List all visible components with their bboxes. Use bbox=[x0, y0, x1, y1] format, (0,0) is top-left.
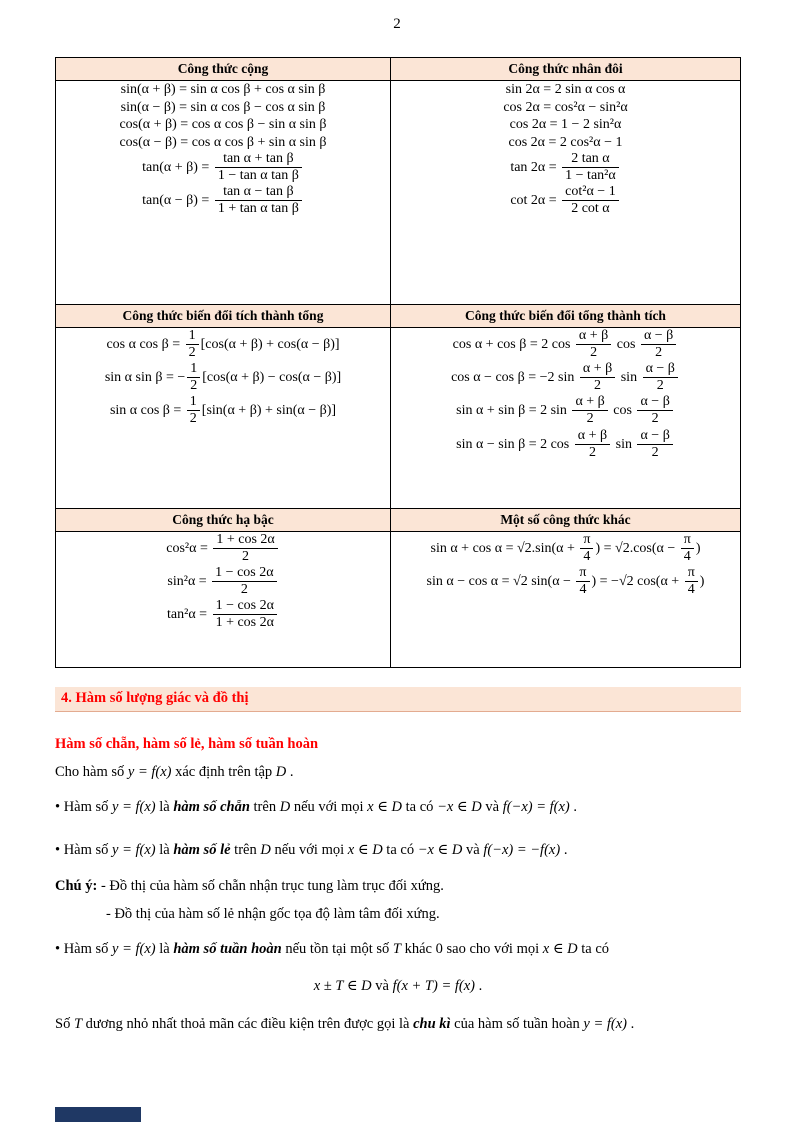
formula-list-double-angle bbox=[391, 81, 740, 217]
paragraph-period-definition: Số T dương nhỏ nhất thoả mãn các điều kiện trên được gọi là chu kì của hàm số tuần hoàn y = f(x) . bbox=[55, 1016, 635, 1032]
cell-tong-thanh-tich bbox=[391, 328, 741, 509]
section-heading-4: 4. Hàm số lượng giác và đồ thị bbox=[55, 687, 741, 712]
header-tich-thanh-tong: Công thức biến đổi tích thành tổng bbox=[56, 305, 391, 328]
note-line-2: - Đồ thị của hàm số lẻ nhận gốc tọa độ làm tâm đối xứng. bbox=[106, 906, 440, 922]
fraction: $\frac{\alpha - \beta}{2}$ bbox=[637, 428, 672, 461]
formula: sin(α + β) = sin α cos β + cos α sin β bbox=[120, 82, 326, 97]
fraction: $\frac{1 - \cos 2\alpha}{2}$ bbox=[212, 565, 276, 598]
formula-list-sum-to-product bbox=[391, 328, 740, 461]
table-content-row bbox=[56, 81, 741, 305]
formula: tan²α = $\frac{1 - \cos 2\alpha}{1 + \cos 2\alpha}$ bbox=[167, 598, 279, 631]
formula-list-other bbox=[391, 532, 740, 598]
formula: cos α + cos β = 2 cos $\frac{\alpha + \beta}{2}$ cos $\frac{\alpha - \beta}{2}$ bbox=[453, 328, 679, 361]
table-header-row bbox=[56, 305, 741, 328]
fraction: $\frac{1}{2}$ bbox=[187, 394, 200, 427]
cell-tich-thanh-tong bbox=[56, 328, 391, 509]
fraction: $\frac{\alpha - \beta}{2}$ bbox=[641, 328, 676, 361]
fraction: $\frac{\text{2 tan α}}{\text{1 − tan²α}}$ bbox=[562, 151, 619, 184]
fraction: $\frac{\alpha + \beta}{2}$ bbox=[575, 428, 610, 461]
note-line-1: Chú ý: - Đồ thị của hàm số chẵn nhận trục tung làm trục đối xứng. bbox=[55, 878, 444, 894]
formula: cos 2α = 1 − 2 sin²α bbox=[509, 117, 622, 132]
formula-list-product-to-sum bbox=[56, 328, 390, 428]
fraction: $\frac{\text{cot²α − 1}}{\text{2 cot α}}$ bbox=[562, 184, 619, 217]
formula: sin 2α = 2 sin α cos α bbox=[505, 82, 626, 97]
formula: sin α + cos α = √2.sin(α + $\frac{\pi}{4}$ ) = √2.cos(α − $\frac{\pi}{4}$ ) bbox=[430, 532, 701, 565]
fraction: $\frac{\pi}{4}$ bbox=[685, 565, 698, 598]
header-cong-thuc-khac: Một số công thức khác bbox=[391, 509, 741, 532]
fraction: $\frac{\pi}{4}$ bbox=[576, 565, 589, 598]
formula: sin α + sin β = 2 sin $\frac{\alpha + \beta}{2}$ cos $\frac{\alpha - \beta}{2}$ bbox=[456, 394, 675, 427]
bullet-periodic-function: • Hàm số y = f(x) là hàm số tuần hoàn nếu tồn tại một số T khác 0 sao cho với mọi x ∈ D ta có bbox=[55, 941, 610, 957]
formula: cot 2α = $\frac{\text{cot²α − 1}}{\text{2 cot α}}$ bbox=[510, 184, 620, 217]
cell-cong-thuc-nhan-doi bbox=[391, 81, 741, 305]
formula: tan(α + β) = $\frac{\text{tan α + tan β}}{\text{1 − tan α tan β}}$ bbox=[142, 151, 304, 184]
bullet-odd-function: • Hàm số y = f(x) là hàm số lẻ trên D nếu với mọi x ∈ D ta có −x ∈ D và f(−x) = −f(x) . bbox=[55, 842, 568, 858]
fraction: $\frac{\text{tan α − tan β}}{\text{1 + tan α tan β}}$ bbox=[215, 184, 302, 217]
formula-table bbox=[55, 57, 741, 668]
formula: sin α cos β = $\frac{1}{2}$ [sin(α + β) + sin(α − β)] bbox=[109, 394, 337, 427]
fraction: $\frac{\pi}{4}$ bbox=[681, 532, 694, 565]
fraction: $\frac{\pi}{4}$ bbox=[580, 532, 593, 565]
formula-list-addition bbox=[56, 81, 390, 217]
formula-list-power-reduction bbox=[56, 532, 390, 632]
table-header-row bbox=[56, 509, 741, 532]
fraction: $\frac{\alpha + \beta}{2}$ bbox=[580, 361, 615, 394]
formula: cos 2α = 2 cos²α − 1 bbox=[508, 134, 623, 150]
header-cong-thuc-nhan-doi: Công thức nhân đôi bbox=[391, 58, 741, 81]
header-tong-thanh-tich: Công thức biến đổi tổng thành tích bbox=[391, 305, 741, 328]
table-content-row bbox=[56, 532, 741, 668]
fraction: $\frac{1}{2}$ bbox=[187, 361, 200, 394]
formula: cos α cos β = $\frac{1}{2}$ [cos(α + β) + cos(α − β)] bbox=[106, 328, 340, 361]
formula: cos α − cos β = −2 sin $\frac{\alpha + \beta}{2}$ sin $\frac{\alpha - \beta}{2}$ bbox=[451, 361, 680, 394]
formula: cos(α − β) = cos α cos β + sin α sin β bbox=[119, 134, 327, 150]
fraction: $\frac{1}{2}$ bbox=[186, 328, 199, 361]
fraction: $\frac{\alpha - \beta}{2}$ bbox=[643, 361, 678, 394]
bullet-even-function: • Hàm số y = f(x) là hàm số chẵn trên D nếu với mọi x ∈ D ta có −x ∈ D và f(−x) = f(x) . bbox=[55, 799, 577, 815]
fraction: $\frac{\text{tan α + tan β}}{\text{1 − tan α tan β}}$ bbox=[215, 151, 302, 184]
formula: sin α sin β = − $\frac{1}{2}$ [cos(α + β) − cos(α − β)] bbox=[104, 361, 342, 394]
formula: cos 2α = cos²α − sin²α bbox=[503, 99, 628, 115]
formula: tan(α − β) = $\frac{\text{tan α − tan β}}{\text{1 + tan α tan β}}$ bbox=[142, 184, 304, 217]
fraction: $\frac{\alpha - \beta}{2}$ bbox=[637, 394, 672, 427]
formula: cos²α = $\frac{1 + \cos 2\alpha}{2}$ bbox=[166, 532, 280, 565]
formula: tan 2α = $\frac{\text{2 tan α}}{\text{1 − tan²α}}$ bbox=[510, 151, 620, 184]
formula: sin α − cos α = √2 sin(α − $\frac{\pi}{4}$ ) = −√2 cos(α + $\frac{\pi}{4}$ ) bbox=[426, 565, 705, 598]
subheading-even-odd-periodic: Hàm số chẵn, hàm số lẻ, hàm số tuần hoàn bbox=[55, 736, 319, 752]
formula: sin α − sin β = 2 cos $\frac{\alpha + \beta}{2}$ sin $\frac{\alpha - \beta}{2}$ bbox=[456, 428, 675, 461]
header-ha-bac: Công thức hạ bậc bbox=[56, 509, 391, 532]
paragraph-intro: Cho hàm số y = f(x) xác định trên tập D . bbox=[55, 764, 294, 780]
table-header-row bbox=[56, 58, 741, 81]
equation-periodicity: x ± T ∈ D và f(x + T) = f(x) . bbox=[313, 978, 483, 994]
next-section-bar-partial bbox=[55, 1107, 141, 1122]
fraction: $\frac{\alpha + \beta}{2}$ bbox=[576, 328, 611, 361]
cell-cong-thuc-khac bbox=[391, 532, 741, 668]
cell-cong-thuc-cong bbox=[56, 81, 391, 305]
formula: sin²α = $\frac{1 - \cos 2\alpha}{2}$ bbox=[167, 565, 278, 598]
fraction: $\frac{1 + \cos 2\alpha}{2}$ bbox=[213, 532, 277, 565]
table-content-row bbox=[56, 328, 741, 509]
formula: sin(α − β) = sin α cos β − cos α sin β bbox=[120, 99, 326, 115]
fraction: $\frac{\alpha + \beta}{2}$ bbox=[572, 394, 607, 427]
cell-ha-bac bbox=[56, 532, 391, 668]
formula: cos(α + β) = cos α cos β − sin α sin β bbox=[119, 117, 327, 132]
fraction: $\frac{1 - \cos 2\alpha}{1 + \cos 2\alpha}$ bbox=[213, 598, 277, 631]
header-cong-thuc-cong: Công thức cộng bbox=[56, 58, 391, 81]
page-number: 2 bbox=[393, 16, 401, 32]
